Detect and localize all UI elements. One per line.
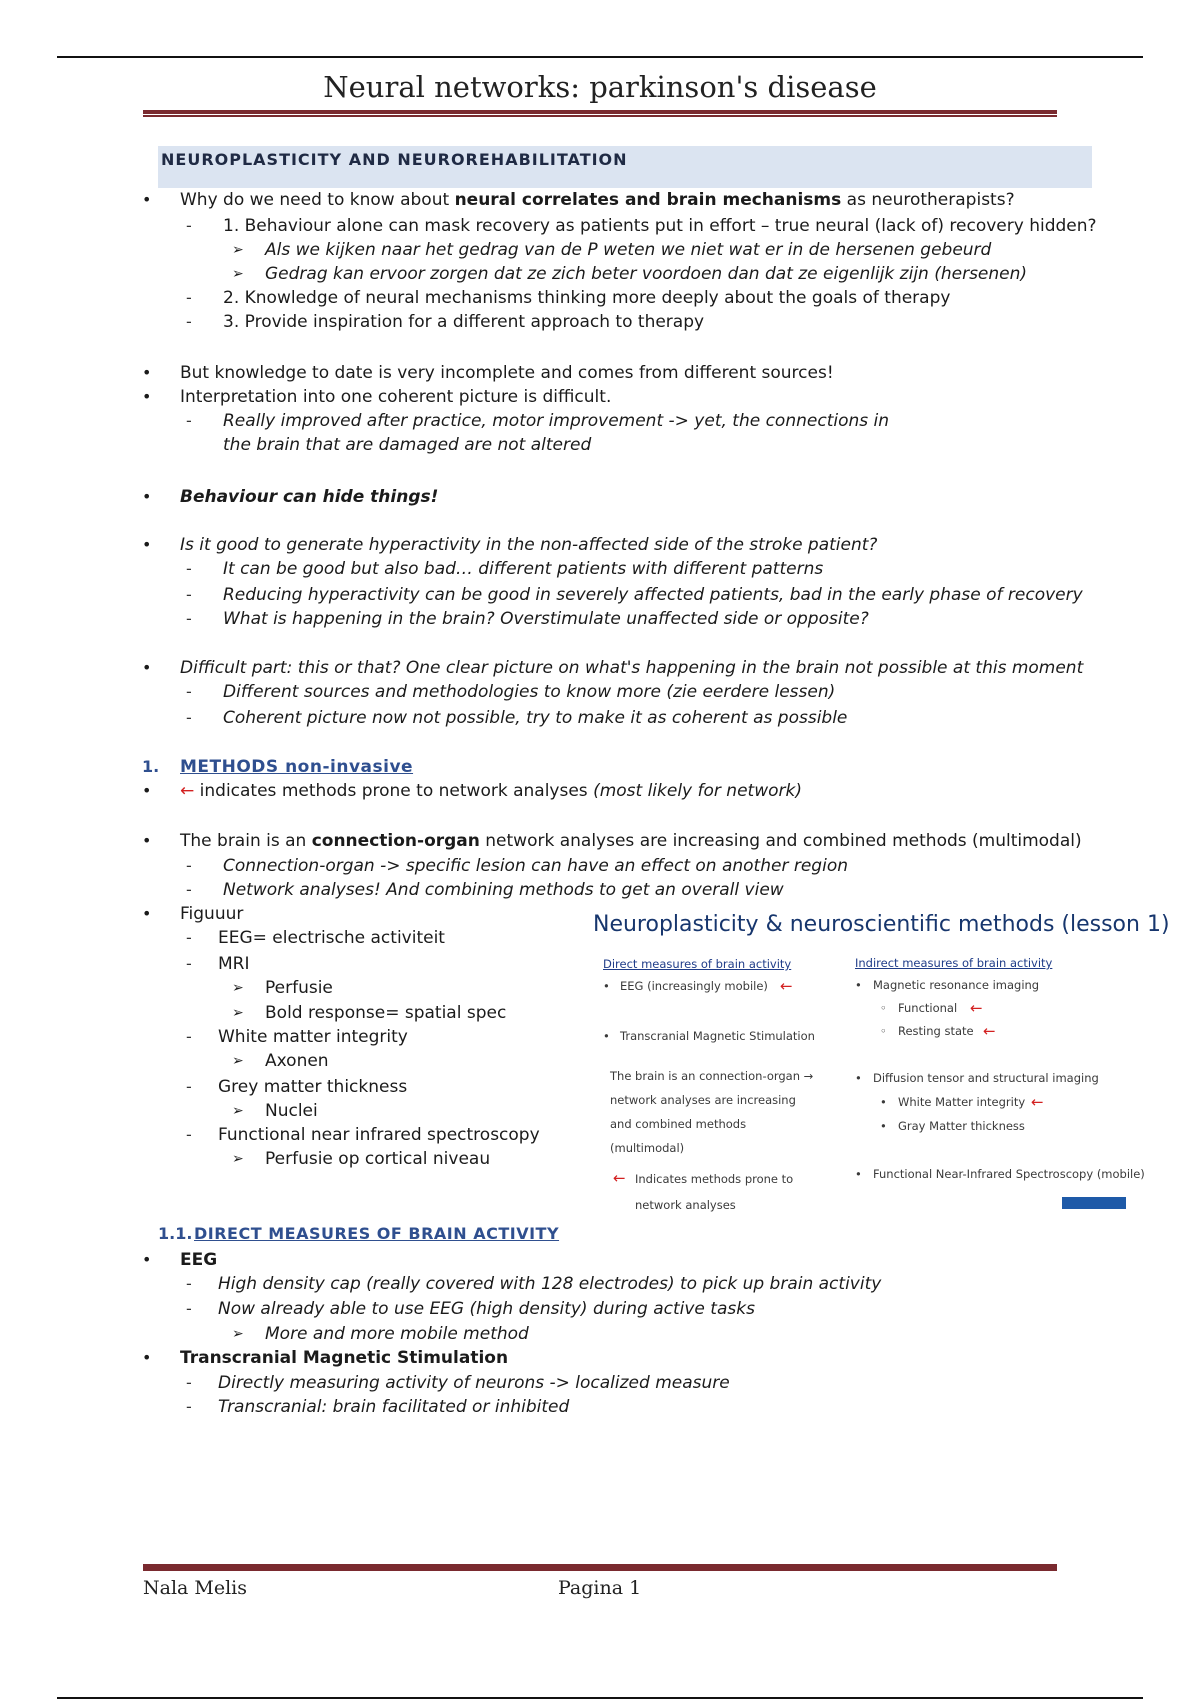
arrow-bullet-icon: ➢ xyxy=(232,242,244,258)
title-underline xyxy=(143,110,1057,117)
list-subitem: Perfusie xyxy=(265,978,333,998)
emphasis-item: Behaviour can hide things! xyxy=(180,487,439,507)
slide-resting-state: Resting state xyxy=(898,1024,974,1038)
footer-page-number: Pagina 1 xyxy=(558,1577,642,1599)
list-subitem: More and more mobile method xyxy=(265,1324,529,1344)
direct-measures-heading-link[interactable]: DIRECT MEASURES OF BRAIN ACTIVITY xyxy=(194,1224,560,1243)
text: as neurotherapists? xyxy=(841,190,1015,210)
footer-rule xyxy=(143,1564,1057,1571)
list-subitem: Directly measuring activity of neurons -> localized measure xyxy=(218,1373,730,1393)
connection-organ-line xyxy=(180,830,1082,852)
bullet: • xyxy=(142,1348,152,1367)
arrow-bullet-icon: ➢ xyxy=(232,1151,244,1167)
slide-connection-text: (multimodal) xyxy=(610,1141,685,1155)
list-item: 2. Knowledge of neural mechanisms thinking more deeply about the goals of therapy xyxy=(223,288,951,308)
list-subitem: the brain that are damaged are not altered xyxy=(223,435,592,455)
bullet: • xyxy=(142,363,152,382)
dash: - xyxy=(186,880,192,899)
arrow-bullet-icon: ➢ xyxy=(232,1103,244,1119)
slide-connection-text: The brain is an connection-organ → xyxy=(610,1069,814,1083)
slide-connection-text: network analyses are increasing xyxy=(610,1093,796,1107)
section-heading-band xyxy=(158,146,1092,188)
slide-functional: Functional xyxy=(898,1001,958,1015)
list-subitem: Als we kijken naar het gedrag van de P weten we niet wat er in de hersenen gebeurd xyxy=(265,240,992,260)
slide-white-matter: White Matter integrity xyxy=(898,1095,1026,1109)
list-subitem: Now already able to use EEG (high density) during active tasks xyxy=(218,1299,755,1319)
list-item: Difficult part: this or that? One clear picture on what's happening in the brain not possible at this moment xyxy=(180,658,1084,678)
slide-bullet: • xyxy=(880,1095,887,1109)
italic-text: (most likely for network) xyxy=(593,781,802,801)
bullet: • xyxy=(142,387,152,406)
bullet: • xyxy=(142,831,152,850)
list-subitem: Transcranial: brain facilitated or inhibited xyxy=(218,1397,570,1417)
dash: - xyxy=(186,856,192,875)
slide-bullet: • xyxy=(855,1167,862,1181)
list-subitem: Network analyses! And combining methods to get an overall view xyxy=(223,880,784,900)
text: The brain is an xyxy=(180,831,312,851)
list-subitem: Coherent picture now not possible, try to make it as coherent as possible xyxy=(223,708,848,728)
bullet: • xyxy=(142,658,152,677)
red-left-arrow-icon: ← xyxy=(970,999,983,1017)
dash: - xyxy=(186,312,192,331)
dash: - xyxy=(186,1299,192,1318)
methods-heading-link[interactable]: METHODS non-invasive xyxy=(180,757,414,777)
lecture-slide-figure xyxy=(585,900,1170,1212)
slide-arrow-note: network analyses xyxy=(635,1198,736,1212)
slide-indirect-heading: Indirect measures of brain activity xyxy=(855,956,1053,970)
slide-direct-tms: Transcranial Magnetic Stimulation xyxy=(620,1029,815,1043)
list-subitem: EEG= electrische activiteit xyxy=(218,928,445,948)
dash: - xyxy=(186,1125,192,1144)
page-top-rule xyxy=(57,56,1143,58)
list-subitem: Connection-organ -> specific lesion can have an effect on another region xyxy=(223,856,848,876)
bullet: • xyxy=(142,190,152,209)
dash: - xyxy=(186,708,192,727)
slide-circle-bullet: ◦ xyxy=(880,1024,887,1038)
list-subitem: Functional near infrared spectroscopy xyxy=(218,1125,540,1145)
bullet: • xyxy=(142,904,152,923)
dash: - xyxy=(186,288,192,307)
dash: - xyxy=(186,954,192,973)
list-item: 1. Behaviour alone can mask recovery as patients put in effort – true neural (lack of) recovery hidden? xyxy=(223,216,1097,236)
slide-logo-bar xyxy=(1062,1197,1126,1209)
heading-number: 1.1. xyxy=(158,1224,193,1243)
text: Why do we need to know about xyxy=(180,190,455,210)
footer-author: Nala Melis xyxy=(143,1577,247,1599)
list-subitem: Perfusie op cortical niveau xyxy=(265,1149,491,1169)
dash: - xyxy=(186,1397,192,1416)
dash: - xyxy=(186,216,192,235)
list-subitem: Bold response= spatial spec xyxy=(265,1003,507,1023)
dash: - xyxy=(186,1027,192,1046)
dash: - xyxy=(186,609,192,628)
page-bottom-rule xyxy=(57,1697,1143,1699)
red-left-arrow-icon: ← xyxy=(613,1169,626,1187)
arrow-bullet-icon: ➢ xyxy=(232,266,244,282)
section-heading: NEUROPLASTICITY AND NEUROREHABILITATION xyxy=(161,150,628,169)
list-subitem: Grey matter thickness xyxy=(218,1077,408,1097)
dash: - xyxy=(186,682,192,701)
text: indicates methods prone to network analyses xyxy=(194,781,594,801)
bullet: • xyxy=(142,487,152,506)
slide-bullet: • xyxy=(880,1119,887,1133)
list-subitem: Reducing hyperactivity can be good in severely affected patients, bad in the early phase of recovery xyxy=(223,585,1083,605)
bullet: • xyxy=(142,535,152,554)
list-subitem: Really improved after practice, motor improvement -> yet, the connections in xyxy=(223,411,890,431)
dash: - xyxy=(186,585,192,604)
list-subitem: Nuclei xyxy=(265,1101,318,1121)
dash: - xyxy=(186,411,192,430)
slide-bullet: • xyxy=(603,979,610,993)
document-title: Neural networks: parkinson's disease xyxy=(323,70,877,104)
slide-indirect-mri: Magnetic resonance imaging xyxy=(873,978,1040,992)
list-subitem: High density cap (really covered with 128 electrodes) to pick up brain activity xyxy=(218,1274,882,1294)
list-subitem: MRI xyxy=(218,954,250,974)
slide-title: Neuroplasticity & neuroscientific methods (lesson 1) xyxy=(593,912,1170,937)
dash: - xyxy=(186,928,192,947)
slide-circle-bullet: ◦ xyxy=(880,1001,887,1015)
list-item: Interpretation into one coherent picture is difficult. xyxy=(180,387,612,407)
red-left-arrow-icon: ← xyxy=(1031,1093,1044,1111)
slide-arrow-note: Indicates methods prone to xyxy=(635,1172,794,1186)
dash: - xyxy=(186,1274,192,1293)
list-item: Transcranial Magnetic Stimulation xyxy=(180,1348,509,1368)
list-item: Figuuur xyxy=(180,904,244,924)
bold-text: neural correlates and brain mechanisms xyxy=(454,190,842,210)
slide-connection-text: and combined methods xyxy=(610,1117,747,1131)
red-left-arrow-icon: ← xyxy=(780,977,793,995)
bullet: • xyxy=(142,781,152,800)
slide-direct-heading: Direct measures of brain activity xyxy=(603,957,792,971)
slide-bullet: • xyxy=(855,978,862,992)
slide-gray-matter: Gray Matter thickness xyxy=(898,1119,1025,1133)
red-left-arrow-icon: ← xyxy=(983,1022,996,1040)
dash: - xyxy=(186,1373,192,1392)
slide-fnirs: Functional Near-Infrared Spectroscopy (mobile) xyxy=(873,1167,1145,1181)
heading-number: 1. xyxy=(142,757,160,776)
bold-text: connection-organ xyxy=(311,831,480,851)
dash: - xyxy=(186,559,192,578)
slide-bullet: • xyxy=(855,1071,862,1085)
list-subitem: Gedrag kan ervoor zorgen dat ze zich beter voordoen dan dat ze eigenlijk zijn (hersenen) xyxy=(265,264,1028,284)
question-line xyxy=(180,189,1015,211)
slide-dti: Diffusion tensor and structural imaging xyxy=(873,1071,1099,1085)
dash: - xyxy=(186,1077,192,1096)
slide-direct-eeg: EEG (increasingly mobile) xyxy=(620,979,768,993)
left-arrow-icon: ← xyxy=(180,781,195,801)
arrow-bullet-icon: ➢ xyxy=(232,1053,244,1069)
arrow-bullet-icon: ➢ xyxy=(232,980,244,996)
arrow-bullet-icon: ➢ xyxy=(232,1005,244,1021)
text: network analyses are increasing and combined methods (multimodal) xyxy=(479,831,1082,851)
list-item: 3. Provide inspiration for a different approach to therapy xyxy=(223,312,705,332)
arrow-note xyxy=(180,780,802,802)
list-subitem: Different sources and methodologies to know more (zie eerdere lessen) xyxy=(223,682,836,702)
bullet: • xyxy=(142,1250,152,1269)
list-subitem: White matter integrity xyxy=(218,1027,408,1047)
list-subitem: It can be good but also bad… different patients with different patterns xyxy=(223,559,824,579)
list-item: Is it good to generate hyperactivity in the non-affected side of the stroke patient? xyxy=(180,535,878,555)
list-item: But knowledge to date is very incomplete and comes from different sources! xyxy=(180,363,834,383)
list-subitem: Axonen xyxy=(265,1051,329,1071)
arrow-bullet-icon: ➢ xyxy=(232,1326,244,1342)
list-item: EEG xyxy=(180,1250,218,1270)
slide-bullet: • xyxy=(603,1029,610,1043)
list-subitem: What is happening in the brain? Overstimulate unaffected side or opposite? xyxy=(223,609,869,629)
